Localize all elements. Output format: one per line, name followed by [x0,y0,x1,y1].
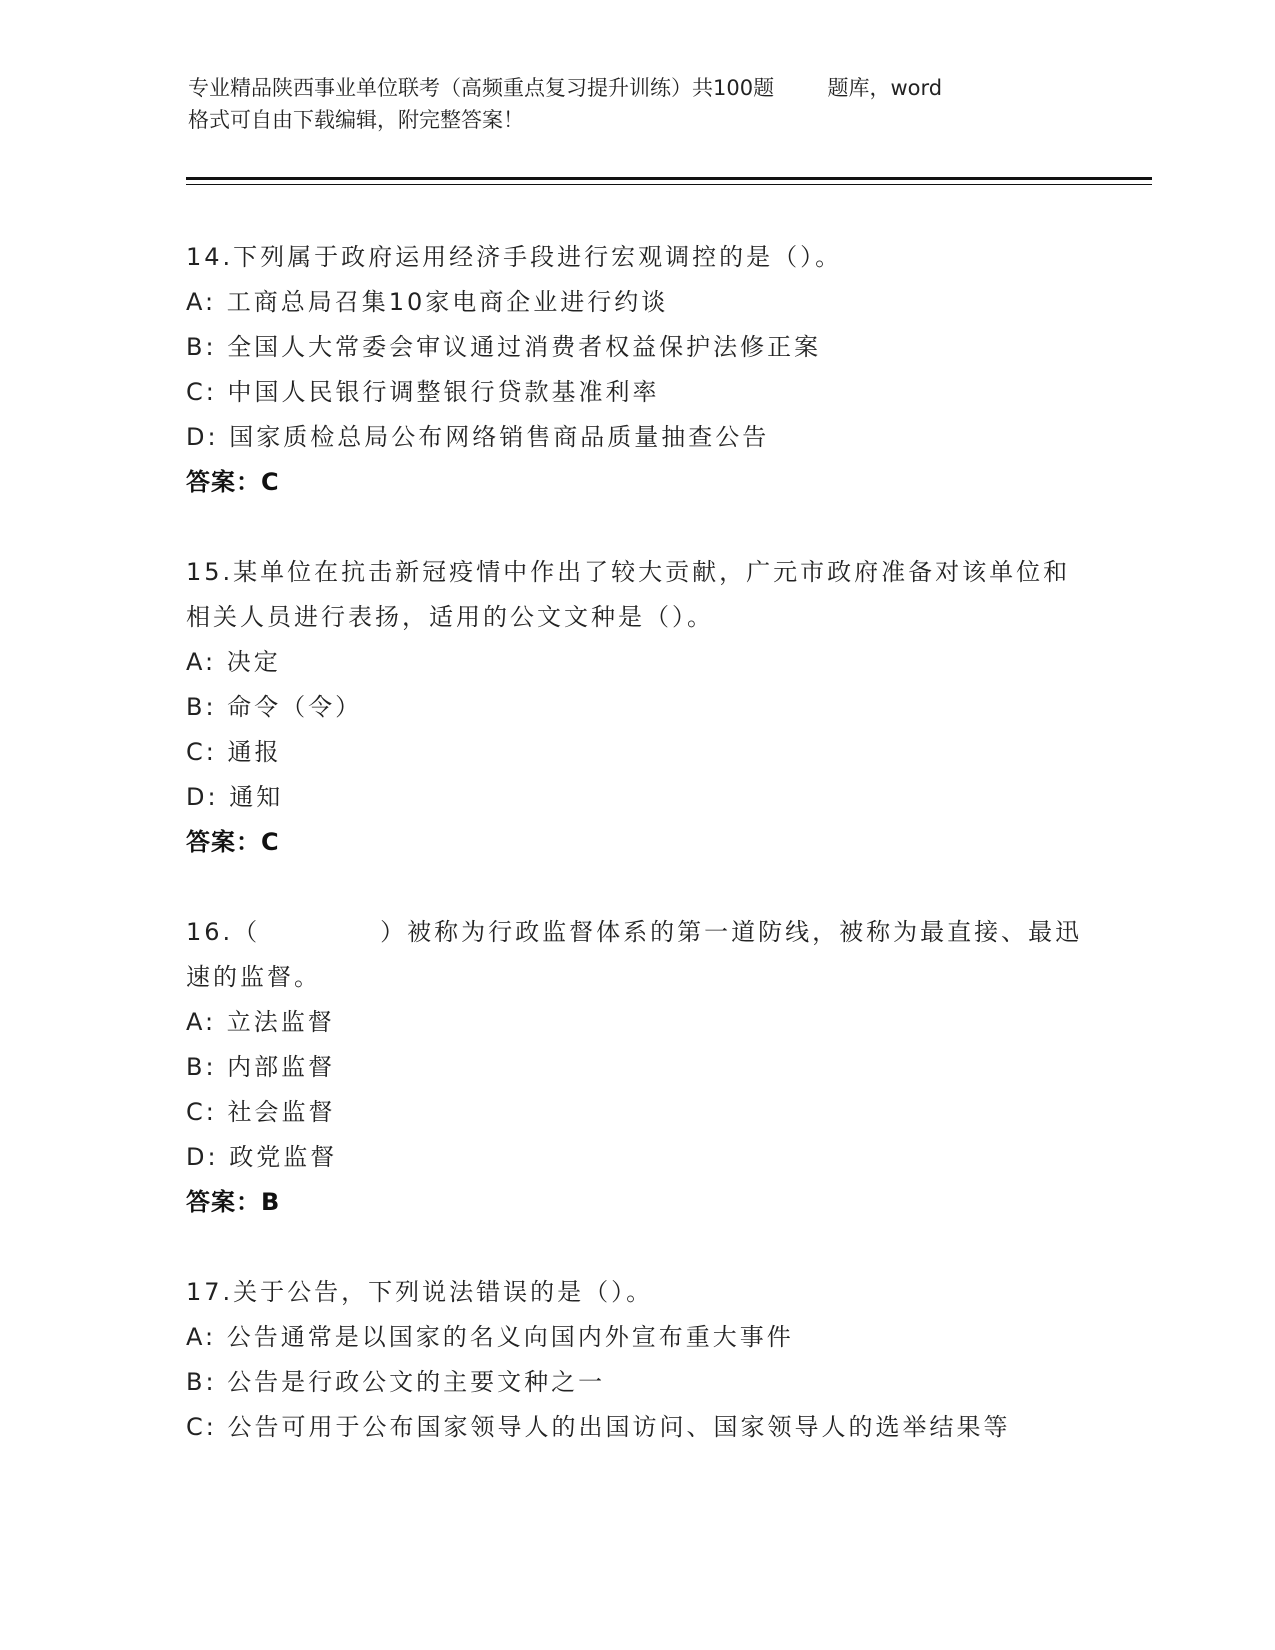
question-14 [186,235,1086,505]
option-a: A: 立法监督 [186,1008,335,1036]
option-c: C: 公告可用于公布国家领导人的出国访问、国家领导人的选举结果等 [186,1413,1011,1441]
question-text [186,910,1086,1000]
option-c: C: 社会监督 [186,1098,336,1126]
answer: 答案：C [186,828,280,856]
option-d: D: 国家质检总局公布网络销售商品质量抽查公告 [186,423,770,451]
option-b: B: 全国人大常委会审议通过消费者权益保护法修正案 [186,333,822,361]
question-text: 14.下列属于政府运用经济手段进行宏观调控的是（）。 [186,243,843,271]
option-a: A: 决定 [186,648,281,676]
option-d: D: 政党监督 [186,1143,338,1171]
header-title-line-2: 格式可自由下载编辑，附完整答案！ [188,108,524,132]
header-divider-thin [186,184,1152,185]
option-d: D: 通知 [186,783,284,811]
question-text: 15.某单位在抗击新冠疫情中作出了较大贡献，广元市政府准备对该单位和相关人员进行表扬，适用的公文文种是（）。 [186,558,1071,631]
answer: 答案：C [186,468,280,496]
option-c: C: 中国人民银行调整银行贷款基准利率 [186,378,660,406]
question-15 [186,550,1086,865]
question-text-prefix: 16.（ [186,918,261,946]
header-title-line-1: 专业精品陕西事业单位联考（高频重点复习提升训练）共100题 题库，word [188,76,943,100]
option-b: B: 公告是行政公文的主要文种之一 [186,1368,606,1396]
option-a: A: 工商总局召集10家电商企业进行约谈 [186,288,669,316]
question-list [186,235,1086,1495]
header-divider-thick [186,177,1152,180]
option-c: C: 通报 [186,738,282,766]
document-header [188,72,1088,136]
question-text: 17.关于公告，下列说法错误的是（）。 [186,1278,654,1306]
question-17 [186,1270,1086,1450]
option-b: B: 命令（令） [186,693,363,721]
option-a: A: 公告通常是以国家的名义向国内外宣布重大事件 [186,1323,794,1351]
question-16 [186,910,1086,1225]
option-b: B: 内部监督 [186,1053,336,1081]
question-text-suffix: ）被称为行政监督体系的第一道防线，被称为最直接、最迅速的监督。 [186,918,1083,991]
answer: 答案：B [186,1188,281,1216]
